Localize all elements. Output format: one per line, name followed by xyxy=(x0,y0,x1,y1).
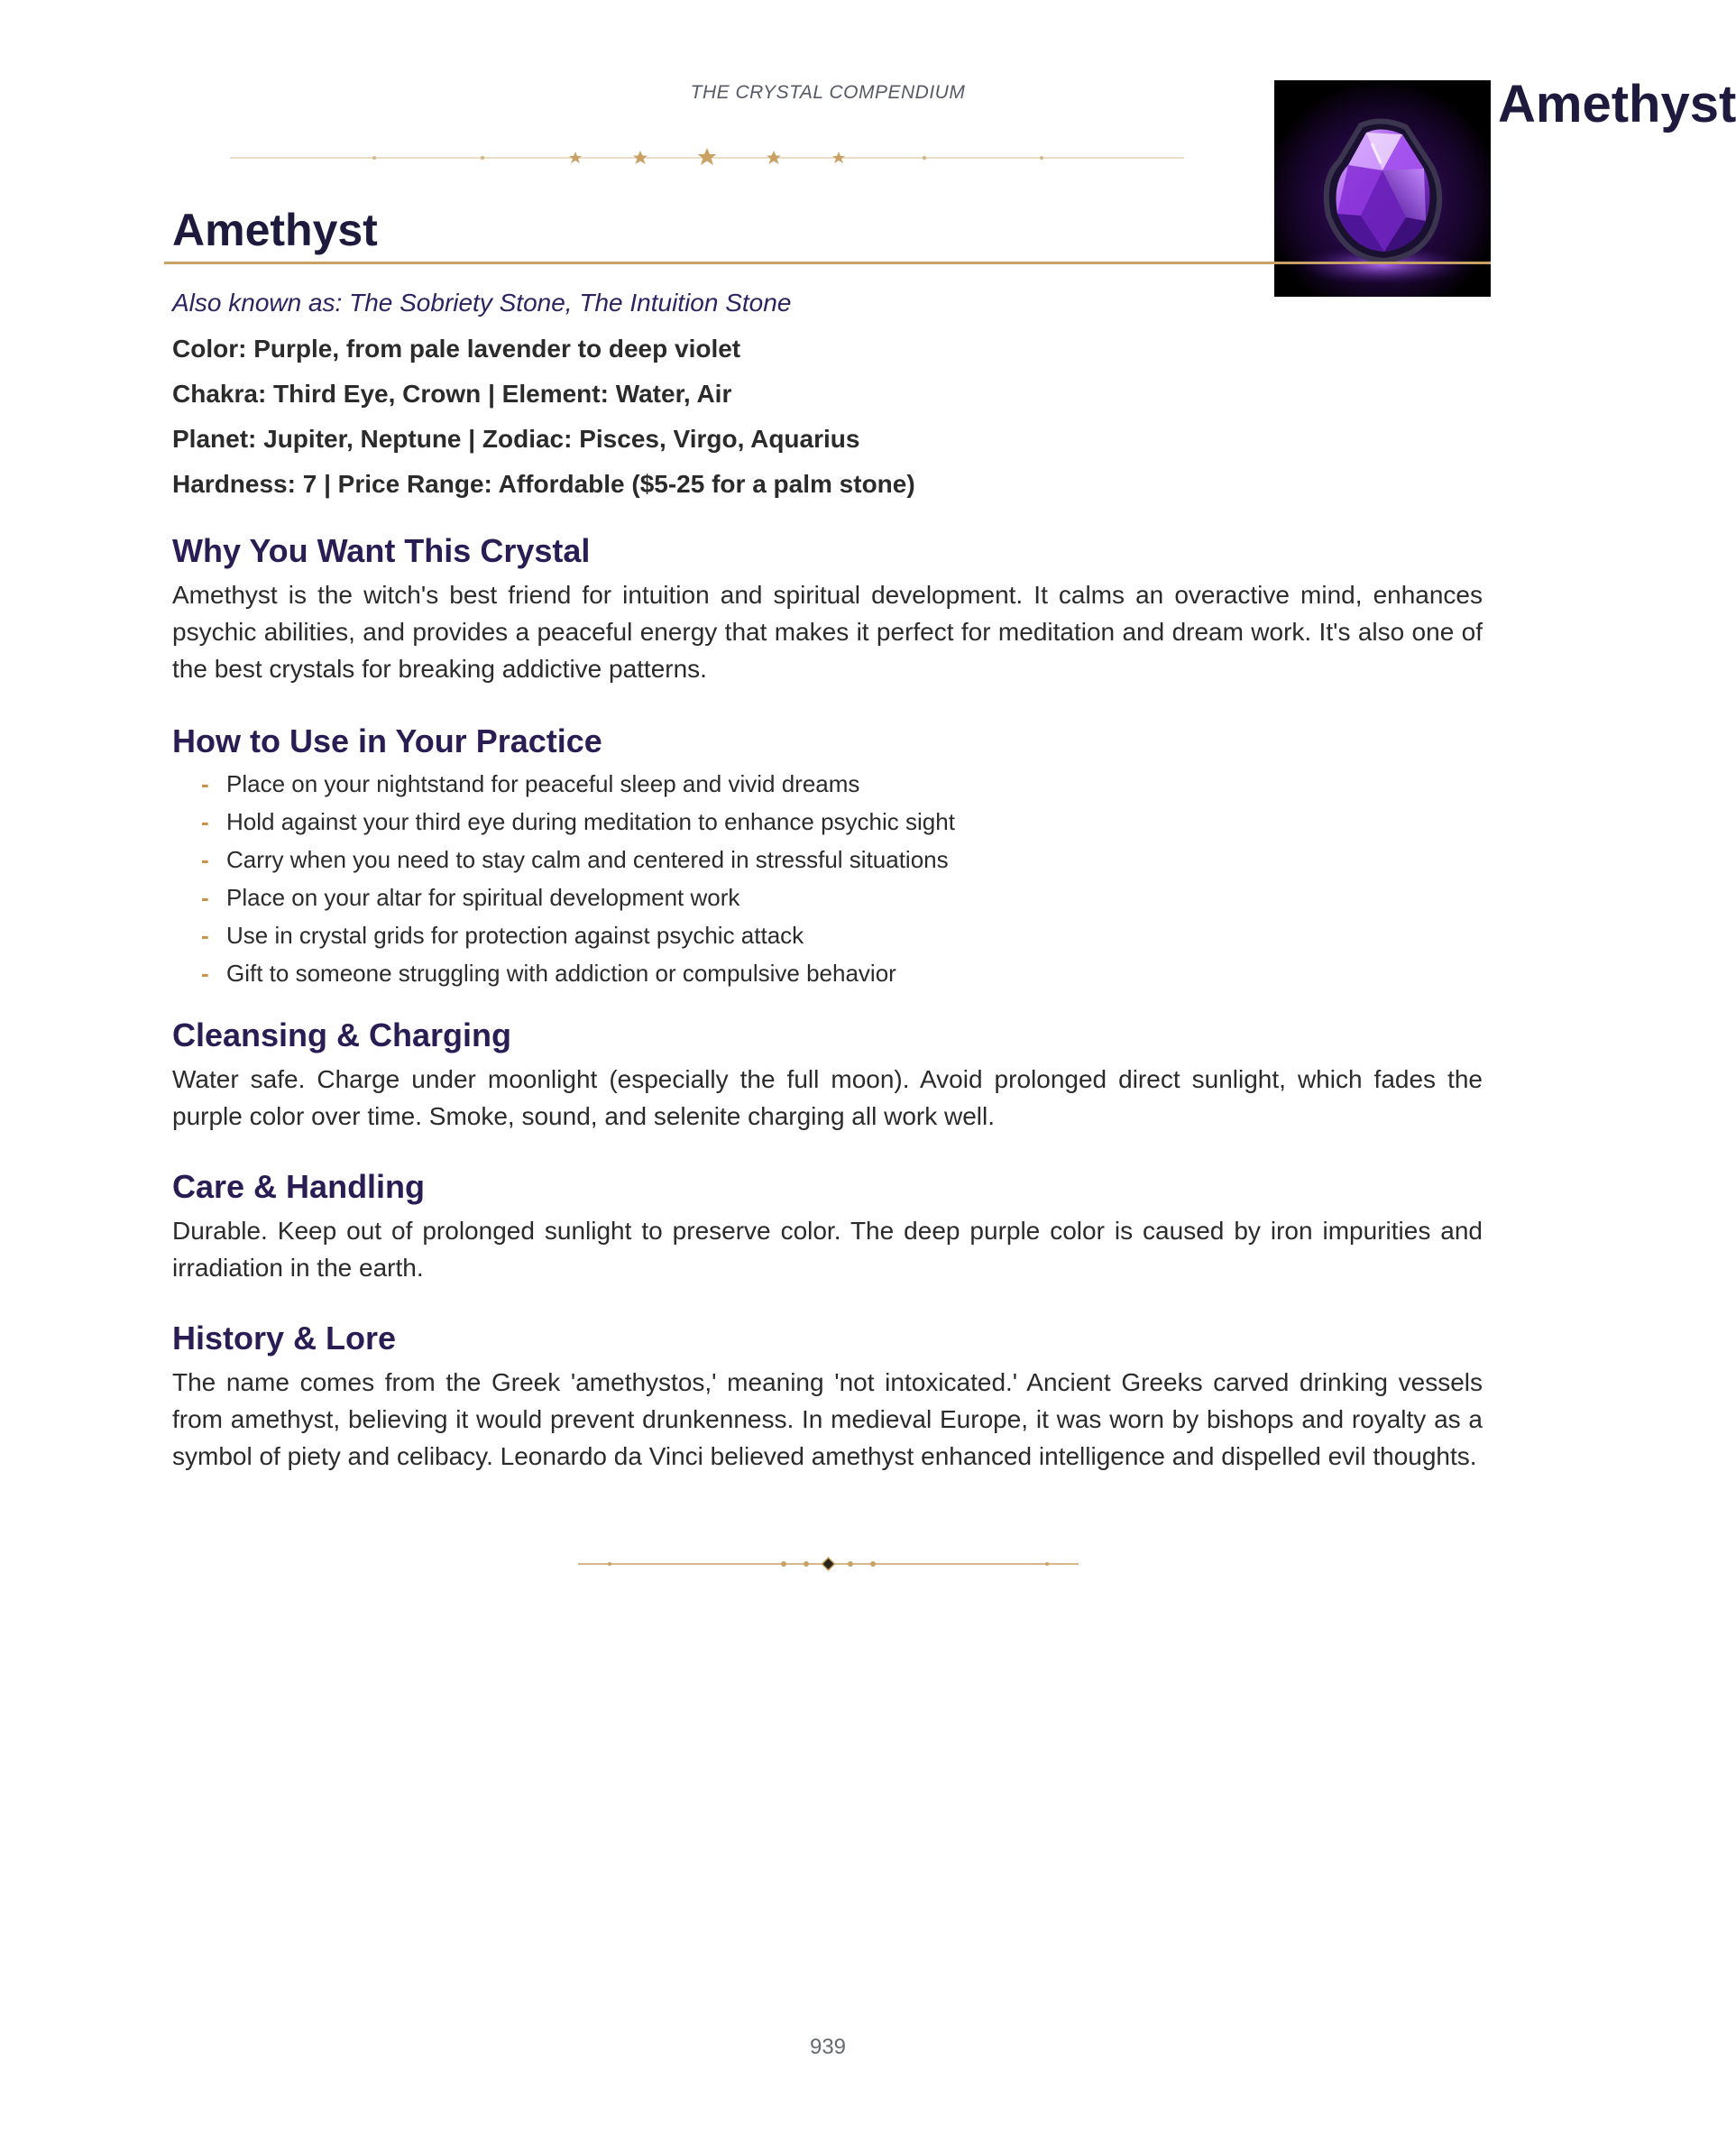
fact-chakra-element: Chakra: Third Eye, Crown | Element: Water, Air xyxy=(172,380,732,408)
section-body-history: The name comes from the Greek 'amethystos,' meaning 'not intoxicated.' Ancient Greeks carved drinking vessels from amethyst, believing it would prevent drunkenness. In medieval Europe, it was worn by bishops and royalty as a symbol of piety and celibacy. Leonardo da Vinci believed amethyst enhanced intelligence and dispelled evil thoughts. xyxy=(172,1368,1483,1470)
list-item xyxy=(201,916,1483,954)
bullet-dash: - xyxy=(201,808,209,835)
bullet-dash: - xyxy=(201,846,209,873)
section-heading-why: Why You Want This Crystal xyxy=(172,532,591,569)
page-number: 939 xyxy=(809,2035,847,2059)
page-title: Amethyst xyxy=(172,205,378,255)
section-body-cleansing: Water safe. Charge under moonlight (especially the full moon). Avoid prolonged direct sunlight, which fades the purple color over time. Smoke, sound, and selenite charging all work well. xyxy=(172,1065,1483,1130)
list-item-text: Gift to someone struggling with addiction or compulsive behavior xyxy=(226,960,896,987)
section-heading-use: How to Use in Your Practice xyxy=(172,722,602,759)
list-item-text: Place on your nightstand for peaceful sleep and vivid dreams xyxy=(226,770,860,797)
bullet-dash: - xyxy=(201,770,209,797)
fact-planet-zodiac: Planet: Jupiter, Neptune | Zodiac: Pisces, Virgo, Aquarius xyxy=(172,425,860,453)
amethyst-crystal-image xyxy=(1274,80,1491,297)
list-item xyxy=(201,954,1483,992)
fact-hardness-price: Hardness: 7 | Price Range: Affordable ($5-25 for a palm stone) xyxy=(172,470,915,498)
diamond-divider-ornament xyxy=(578,1555,1079,1573)
also-known-as: Also known as: The Sobriety Stone, The Intuition Stone xyxy=(172,289,792,317)
list-item xyxy=(201,878,1483,916)
crystal-entry xyxy=(172,285,1483,1475)
fact-color: Color: Purple, from pale lavender to deep violet xyxy=(172,335,741,363)
bullet-dash: - xyxy=(201,960,209,987)
practice-list xyxy=(172,765,1483,992)
section-heading-care: Care & Handling xyxy=(172,1168,426,1205)
list-item-text: Hold against your third eye during meditation to enhance psychic sight xyxy=(226,808,955,835)
section-body-why: Amethyst is the witch's best friend for intuition and spiritual development. It calms an overactive mind, enhances psychic abilities, and provides a peaceful energy that makes it perfect for meditation and dream work. It's also one of the best crystals for breaking addictive patterns. xyxy=(172,581,1483,683)
section-body-care: Durable. Keep out of prolonged sunlight to preserve color. The deep purple color is caused by iron impurities and irradiation in the earth. xyxy=(172,1217,1483,1282)
bullet-dash: - xyxy=(201,884,209,911)
list-item xyxy=(201,765,1483,803)
section-heading-cleansing: Cleansing & Charging xyxy=(172,1016,512,1053)
list-item-text: Place on your altar for spiritual development work xyxy=(226,884,740,911)
section-heading-history: History & Lore xyxy=(172,1320,397,1357)
bullet-dash: - xyxy=(201,922,209,949)
side-title: Amethyst xyxy=(1498,75,1736,133)
list-item-text: Carry when you need to stay calm and centered in stressful situations xyxy=(226,846,949,873)
list-item-text: Use in crystal grids for protection against psychic attack xyxy=(226,922,804,949)
list-item xyxy=(201,803,1483,841)
list-item xyxy=(201,841,1483,878)
title-underline xyxy=(164,262,1491,264)
running-header: THE CRYSTAL COMPENDIUM xyxy=(690,82,966,103)
star-divider-ornament xyxy=(230,144,1184,171)
